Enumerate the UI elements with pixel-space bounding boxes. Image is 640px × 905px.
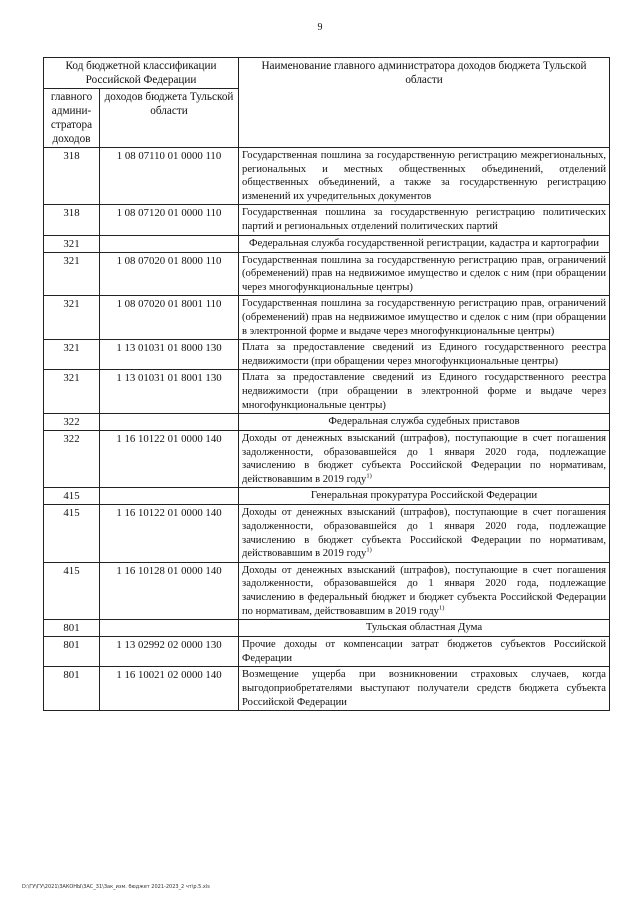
table-row [44,370,610,414]
income-code-cell: 1 08 07110 01 0000 110 [100,148,239,205]
income-code-cell [100,414,239,431]
table-row [44,340,610,370]
income-name-cell [239,148,610,205]
admin-column-header: главного админи-стратора доходов [44,89,100,148]
administrator-name-cell [239,235,610,252]
footnote-marker: 1) [366,472,372,480]
income-code-cell: 1 13 01031 01 8001 130 [100,370,239,414]
admin-code-cell: 318 [44,148,100,205]
income-name-cell [239,505,610,562]
table-body [44,148,610,711]
cell-text: Плата за предоставление сведений из Единого государственного реестра недвижимости (при обращении в электронной форме и выдаче через многофункциональные центры) [242,372,607,411]
admin-code-cell: 321 [44,296,100,340]
name-column-header: Наименование главного администратора доходов бюджета Тульской области [239,58,610,148]
table-row [44,296,610,340]
administrator-row [44,488,610,505]
income-name-cell [239,562,610,619]
income-code-cell: 1 13 01031 01 8000 130 [100,340,239,370]
table-row [44,667,610,711]
income-code-cell: 1 16 10122 01 0000 140 [100,431,239,488]
income-name-cell [239,296,610,340]
cell-text: Федеральная служба государственной регистрации, кадастра и картографии [248,236,600,249]
admin-code-cell: 801 [44,637,100,667]
admin-code-cell: 318 [44,205,100,235]
income-code-cell: 1 13 02992 02 0000 130 [100,637,239,667]
table-row [44,637,610,667]
table-row [44,562,610,619]
admin-code-cell: 321 [44,252,100,296]
admin-code-cell: 321 [44,235,100,252]
admin-code-cell: 322 [44,431,100,488]
income-code-cell: 1 08 07120 01 0000 110 [100,205,239,235]
income-code-cell: 1 08 07020 01 8000 110 [100,252,239,296]
admin-code-cell: 322 [44,414,100,431]
admin-code-cell: 321 [44,370,100,414]
cell-text: Плата за предоставление сведений из Единого государственного реестра недвижимости (при обращении через многофункциональные центры) [242,342,607,367]
cell-text: Государственная пошлина за государственную регистрацию межрегиональных, региональных и местных общественных объединений, отделений общественных объединений, а также за государственную регистрацию изменений их учредительных документов [242,150,607,202]
table-row [44,205,610,235]
income-name-cell [239,370,610,414]
table-row [44,252,610,296]
income-code-cell [100,620,239,637]
income-code-cell: 1 08 07020 01 8001 110 [100,296,239,340]
administrator-row [44,620,610,637]
footnote-marker: 1) [438,604,445,612]
administrator-row [44,414,610,431]
cell-text: Доходы от денежных взысканий (штрафов), поступающие в счет погашения задолженности, образовавшейся до 1 января 2020 года, подлежащие зачислению в бюджет субъекта Российской Федерации по нормативам, действовавшим в 2019 году [242,433,607,485]
admin-code-cell: 415 [44,562,100,619]
table-row [44,148,610,205]
page-number: 9 [317,22,323,33]
code-group-header: Код бюджетной классификации Российской Федерации [44,58,239,89]
admin-code-cell: 321 [44,340,100,370]
cell-text: Государственная пошлина за государственную регистрацию политических партий и региональных отделений политических партий [242,207,607,232]
income-code-cell: 1 16 10128 01 0000 140 [100,562,239,619]
cell-text: Доходы от денежных взысканий (штрафов), поступающие в счет погашения задолженности, образовавшейся до 1 января 2020 года, подлежащие зачислению в федеральный бюджет и бюджет субъекта Российской Федерации по нормативам, действовавшим в 2019 году [242,564,607,617]
cell-text: Тульская областная Дума [365,621,483,634]
cell-text: Федеральная служба судебных приставов [328,415,520,428]
footer-file-path: D:\ГУ\ГУ\2021\ЗАКОНЫ\ЗАС_31\Зак_изм. бюджет 2021-2023_2 чт\р.5.xls [22,884,210,890]
cell-text: Государственная пошлина за государственную регистрацию прав, ограничений (обременений) прав на недвижимое имущество и сделок с ним (при обращении в электронной форме и выдаче через многофункциональные центры) [242,298,607,337]
income-name-cell [239,205,610,235]
income-name-cell [239,637,610,667]
cell-text: Государственная пошлина за государственную регистрацию прав, ограничений (обременений) прав на недвижимое имущество и сделок с ним (при обращении через многофункциональные центры) [242,254,607,293]
table-row [44,505,610,562]
administrator-name-cell [239,488,610,505]
income-name-cell [239,667,610,711]
income-code-cell [100,488,239,505]
header-row-1 [44,58,610,89]
footnote-marker: 1) [366,546,372,554]
cell-text: Прочие доходы от компенсации затрат бюджетов субъектов Российской Федерации [242,639,607,664]
cell-text: Доходы от денежных взысканий (штрафов), поступающие в счет погашения задолженности, образовавшейся до 1 января 2020 года, подлежащие зачислению в бюджет субъекта Российской Федерации по нормативам, действовавшим в 2019 году [242,507,607,560]
income-name-cell [239,252,610,296]
income-name-cell [239,340,610,370]
administrator-name-cell [239,414,610,431]
income-name-cell [239,431,610,488]
cell-text: Генеральная прокуратура Российской Федерации [310,489,538,502]
admin-code-cell: 801 [44,620,100,637]
admin-code-cell: 415 [44,488,100,505]
cell-text: Возмещение ущерба при возникновении страховых случаев, когда выгодоприобретателями выступают получатели средств бюджета субъекта Российской Федерации [242,669,607,708]
admin-code-cell: 415 [44,505,100,562]
income-code-cell [100,235,239,252]
income-administrators-table [43,57,610,711]
administrator-name-cell [239,620,610,637]
income-code-cell: 1 16 10122 01 0000 140 [100,505,239,562]
administrator-row [44,235,610,252]
income-code-cell: 1 16 10021 02 0000 140 [100,667,239,711]
admin-code-cell: 801 [44,667,100,711]
income-column-header: доходов бюджета Тульской области [100,89,239,148]
table-row [44,431,610,488]
